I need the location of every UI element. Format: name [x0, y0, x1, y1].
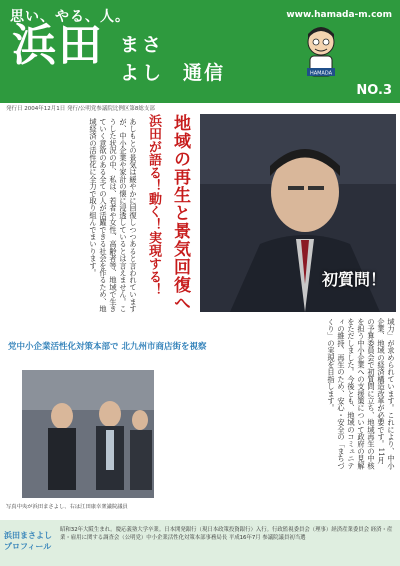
inspection-photo [22, 370, 154, 498]
profile-text: 昭和32年大阪生まれ。慶応義塾大学卒業。日本開発銀行（現日本政策投資銀行）入行。行政監視委員会（理事）経済産業委員会 経済・産業・雇用に関する調査会（公明党）中小企業活性化対策本部事務局長 平成16年7月 参議院議員初当選 [60, 527, 393, 541]
publication-info: 発行日 2004年12月1日 発行/公明党参議院比例区第8総支部 [6, 106, 155, 112]
tagline: 思い、やる、人。 [10, 9, 130, 25]
issue-number: NO.3 [356, 83, 392, 98]
masthead [0, 0, 400, 103]
mascot-icon [302, 26, 340, 84]
section-title: 党中小企業活性化対策本部で 北九州市商店街を視察 [8, 342, 207, 352]
masthead-title-masa: まさ [120, 34, 165, 56]
profile-footer [0, 520, 400, 566]
masthead-title: 浜田 [12, 20, 104, 71]
main-photo [200, 114, 396, 312]
photo-caption: 写真中央が浜田まさよし、右は江田康幸衆議院議員 [6, 504, 128, 510]
inspection-image [22, 370, 154, 498]
photo-overlay-text: 初質問！ [321, 270, 386, 289]
headline-main: 地域の再生と景気回復へ [170, 114, 190, 312]
article-column-left: あしもとの景気は緩やかに回復しつつあると言われていますが、中小企業や家計の懐に浸透しているとは言えません。こうした状況の中、私は、若者や女性、高齢者等、地域で生きていく意欲のある全ての人が活躍できる社会を作るため、地域経済の活性化に全力で取り組んでまいります。 [89, 118, 138, 313]
article-column-right: 域力」が求められています。これにより、中小企業、地域の経済構造改革が必要です。11月の予算委員会で初質問に立ち、地域再生の中核を担う中小企業への支援策について政府の見解をただしました。今後とも、地域のコミュニティの維持、再生のため、安心・安全の「まちづくり」の実現を目指します。 [327, 318, 396, 470]
website-link[interactable]: www.hamada-m.com [286, 10, 392, 20]
profile-label: 浜田まさよし プロフィール [4, 531, 52, 551]
masthead-title-yoshi: よし [120, 62, 165, 84]
masthead-title-tsushin: 通信 [183, 62, 226, 84]
headline-sub: 浜田が語る！動く！実現する！ [146, 114, 161, 296]
mascot-label: HAMADA [309, 70, 333, 77]
